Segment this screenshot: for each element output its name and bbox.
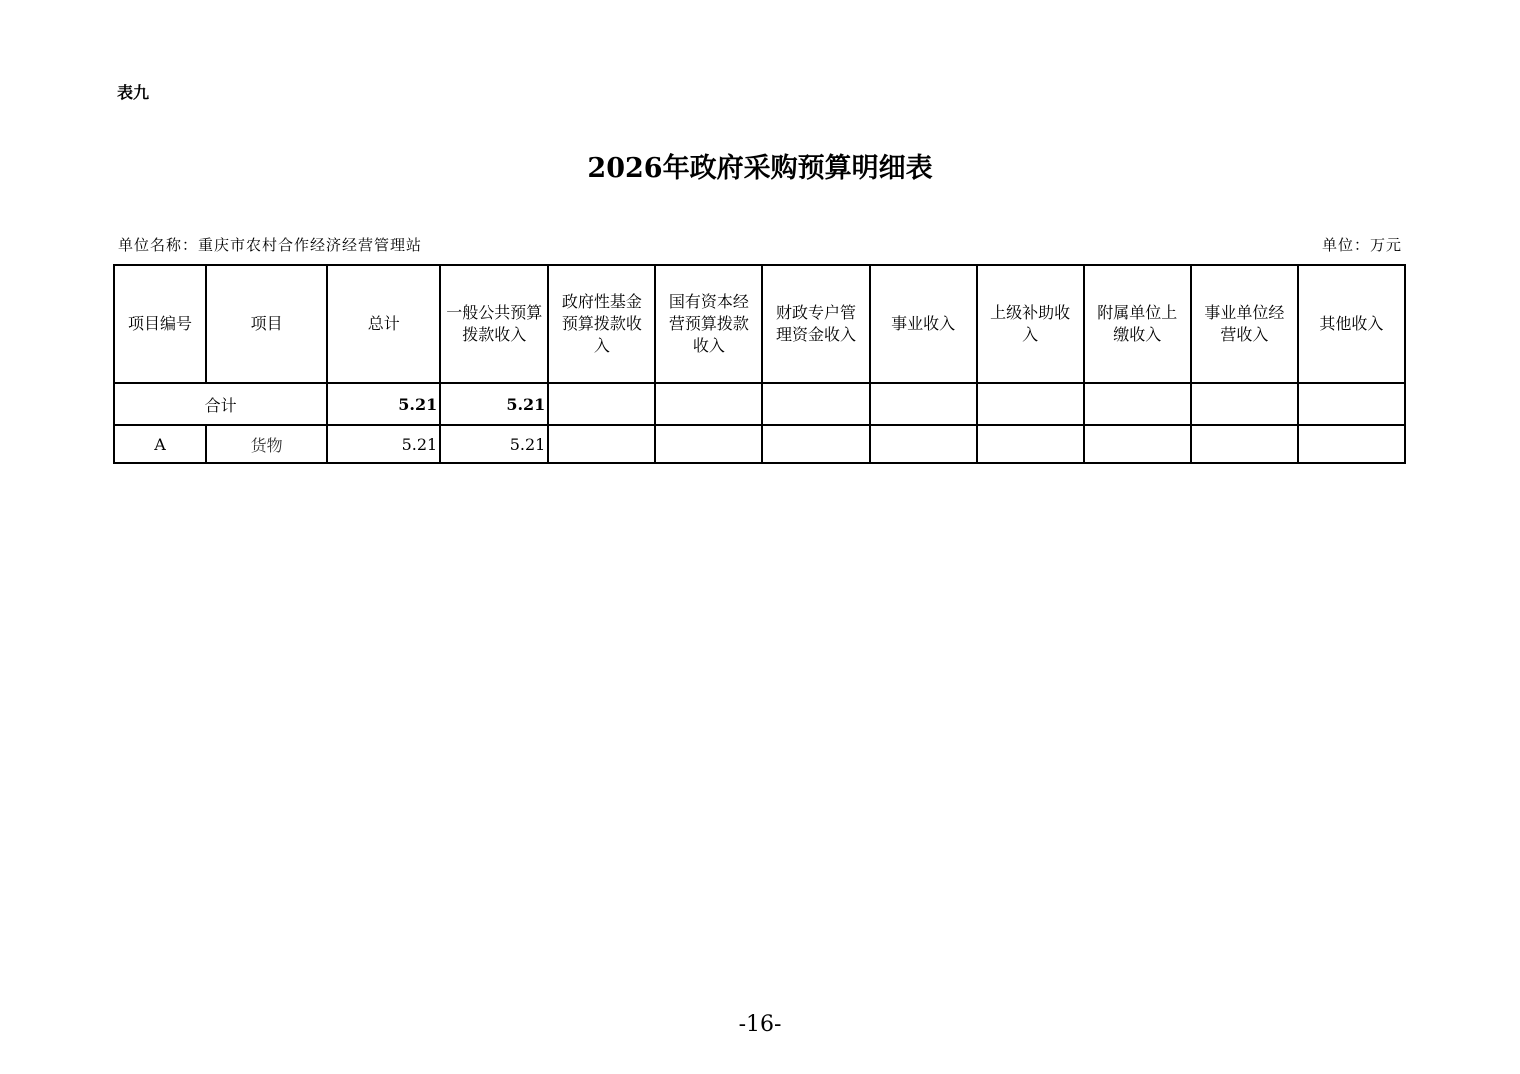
item-general-budget: 5.21 bbox=[440, 425, 548, 463]
empty-cell bbox=[977, 425, 1084, 463]
total-general-budget: 5.21 bbox=[440, 383, 548, 425]
total-label: 合计 bbox=[114, 383, 327, 425]
empty-cell bbox=[1298, 383, 1405, 425]
empty-cell bbox=[655, 383, 762, 425]
header-cell: 一般公共预算拨款收入 bbox=[440, 265, 548, 383]
unit-label: 单位：万元 bbox=[1321, 236, 1402, 254]
header-cell: 附属单位上缴收入 bbox=[1084, 265, 1191, 383]
empty-cell bbox=[1191, 425, 1298, 463]
empty-cell bbox=[655, 425, 762, 463]
header-cell: 项目 bbox=[206, 265, 327, 383]
document-title: 2026年政府采购预算明细表 bbox=[587, 153, 933, 184]
item-total: 5.21 bbox=[327, 425, 440, 463]
empty-cell bbox=[870, 383, 977, 425]
item-code: A bbox=[114, 425, 206, 463]
total-amount: 5.21 bbox=[327, 383, 440, 425]
header-cell: 国有资本经营预算拨款收入 bbox=[655, 265, 762, 383]
empty-cell bbox=[762, 425, 869, 463]
header-cell: 其他收入 bbox=[1298, 265, 1405, 383]
empty-cell bbox=[1191, 383, 1298, 425]
item-name: 货物 bbox=[206, 425, 327, 463]
header-cell: 政府性基金预算拨款收入 bbox=[548, 265, 655, 383]
empty-cell bbox=[548, 383, 655, 425]
empty-cell bbox=[1084, 383, 1191, 425]
empty-cell bbox=[1298, 425, 1405, 463]
unit-name: 单位名称：重庆市农村合作经济经营管理站 bbox=[118, 236, 423, 254]
header-cell: 项目编号 bbox=[114, 265, 206, 383]
empty-cell bbox=[762, 383, 869, 425]
empty-cell bbox=[1084, 425, 1191, 463]
table-row bbox=[114, 425, 1405, 463]
empty-cell bbox=[977, 383, 1084, 425]
table-label: 表九 bbox=[117, 83, 150, 102]
header-cell: 事业收入 bbox=[870, 265, 977, 383]
total-row bbox=[114, 383, 1405, 425]
header-cell: 财政专户管理资金收入 bbox=[762, 265, 869, 383]
empty-cell bbox=[548, 425, 655, 463]
header-cell: 上级补助收入 bbox=[977, 265, 1084, 383]
header-cell: 总计 bbox=[327, 265, 440, 383]
header-cell: 事业单位经营收入 bbox=[1191, 265, 1298, 383]
page-number: -16- bbox=[738, 1012, 782, 1037]
procurement-budget-table bbox=[113, 264, 1406, 464]
empty-cell bbox=[870, 425, 977, 463]
header-row bbox=[114, 265, 1405, 383]
